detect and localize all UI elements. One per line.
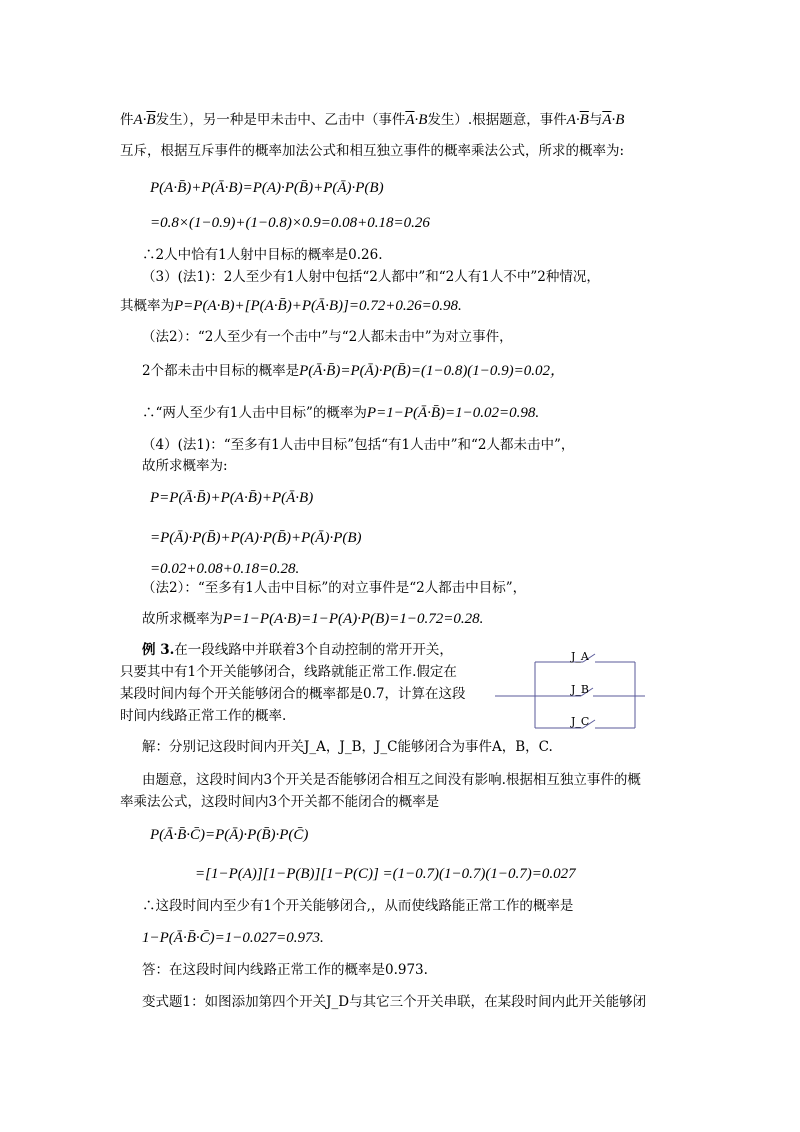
text: 件 <box>120 112 134 128</box>
math: ·B <box>611 112 625 128</box>
math: A· <box>133 112 147 128</box>
text: 发生）.根据题意，事件 <box>427 112 567 128</box>
math: P(Ā·B̄)=P(Ā)·P(B̄)=(1−0.8)(1−0.9)=0.02， <box>299 363 566 379</box>
math: $\overline{A}$ <box>602 112 612 128</box>
formula-2: =0.8×(1−0.9)+(1−0.8)×0.9=0.08+0.18=0.26 <box>150 215 430 231</box>
line-11: （法2）：“至多有1人击中目标”的对立事件是“2人都击中目标”， <box>142 580 527 596</box>
text: 与 <box>588 112 603 128</box>
text: 发生），另一种是甲未击中、乙击中（事件 <box>155 112 406 128</box>
line-5 <box>120 296 462 316</box>
text: 2个都未击中目标的概率是 <box>142 363 300 379</box>
math: A· <box>566 112 580 128</box>
math: $\overline{B}$ <box>146 112 156 128</box>
formula-4: =P(Ā)·P(B̄)+P(A)·P(B̄)+P(Ā)·P(B) <box>150 530 362 546</box>
line-4: （3）(法1)：2人至少有1人射中包括“2人都中”和“2人有1人不中”2种情况， <box>142 269 600 285</box>
example-3-line-3: 某段时间内每个开关能够闭合的概率都是0.7，计算在这段 <box>120 686 466 702</box>
line-10: 故所求概率为: <box>142 458 228 474</box>
text: ∴“两人至少有1人击中目标”的概率为 <box>142 405 367 421</box>
math: $\overline{A}$ <box>405 112 415 128</box>
text: 在一段线路中并联着3个自动控制的常开开关， <box>174 642 453 658</box>
circuit-diagram <box>495 652 645 730</box>
math: P=1−P(A·B)=1−P(A)·P(B)=1−0.72=0.28. <box>223 611 484 627</box>
math: $\overline{B}$ <box>579 112 589 128</box>
paragraph-2: 率乘法公式，这段时间内3个开关都不能闭合的概率是 <box>120 794 440 810</box>
paragraph-1: 由题意，这段时间内3个开关是否能够闭合相互之间没有影响.根据相互独立事件的概 <box>142 772 641 788</box>
line-6: （法2）：“2人至少有一个击中”与“2人都未击中”为对立事件， <box>142 329 513 345</box>
line-7 <box>142 361 565 381</box>
label-jc: J_C <box>571 715 590 728</box>
example-3-line-2: 只要其中有1个开关能够闭合，线路就能正常工作.假定在 <box>120 664 457 680</box>
variation-line: 变式题1：如图添加第四个开关J_D与其它三个开关串联，在某段时间内此开关能够闭 <box>142 994 647 1010</box>
line-2: 互斥，根据互斥事件的概率加法公式和相互独立事件的概率乘法公式，所求的概率为: <box>120 143 625 159</box>
label-jb: J_B <box>571 683 589 696</box>
example-3-line-1 <box>142 640 453 660</box>
example-3-line-4: 时间内线路正常工作的概率. <box>120 708 287 724</box>
line-12 <box>142 609 483 629</box>
label-ja: J_A <box>571 652 589 663</box>
formula-6: P(Ā·B̄·C̄)=P(Ā)·P(B̄)·P(C̄) <box>150 827 309 843</box>
line-8 <box>142 403 539 423</box>
formula-7: =[1−P(A)][1−P(B)][1−P(C)] =(1−0.7)(1−0.7)(1−0.7)=0.027 <box>195 866 576 882</box>
formula-5: =0.02+0.08+0.18=0.28. <box>150 561 300 577</box>
example-label: 例 3. <box>142 642 175 658</box>
answer-line: 答：在这段时间内线路正常工作的概率是0.973. <box>142 962 428 978</box>
formula-3: P=P(Ā·B̄)+P(A·B̄)+P(Ā·B) <box>150 490 314 506</box>
formula-1: P(A·B̄)+P(Ā·B)=P(A)·P(B̄)+P(Ā)·P(B) <box>150 180 384 196</box>
math: P=1−P(Ā·B̄)=1−0.02=0.98. <box>366 405 540 421</box>
formula-8: 1−P(Ā·B̄·C̄)=1−0.027=0.973. <box>142 930 324 946</box>
line-1 <box>120 110 624 130</box>
line-9: （4）(法1)：“至多有1人击中目标”包括“有1人击中”和“2人都未击中”， <box>142 437 575 453</box>
paragraph-3: ∴这段时间内至少有1个开关能够闭合,，从而使线路能正常工作的概率是 <box>142 898 574 914</box>
solution-line: 解：分别记这段时间内开关J_A，J_B，J_C能够闭合为事件A，B，C. <box>142 739 553 755</box>
line-3: ∴2人中恰有1人射中目标的概率是0.26. <box>142 247 383 263</box>
math: ·B <box>414 112 428 128</box>
text: 其概率为 <box>120 298 174 314</box>
math: P=P(A·B)+[P(A·B̄)+P(Ā·B)]=0.72+0.26=0.98. <box>174 298 462 314</box>
text: 故所求概率为 <box>142 611 223 627</box>
